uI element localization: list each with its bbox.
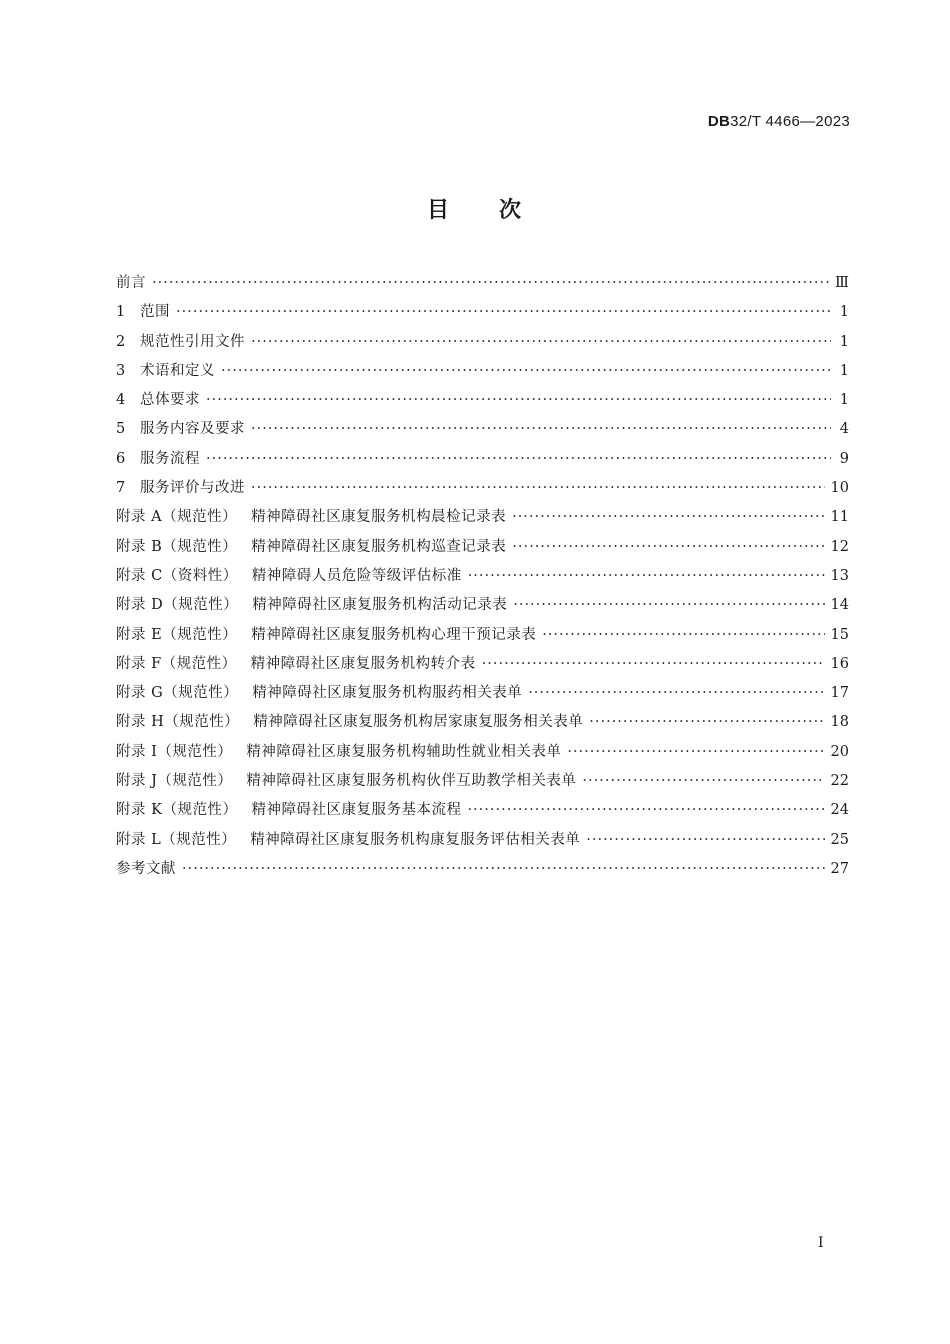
toc-leader-dots	[221, 357, 831, 386]
toc-appendix-title: 精神障碍社区康复服务机构伙伴互助教学相关表单	[246, 773, 577, 790]
toc-entry-page: 20	[830, 743, 849, 760]
toc-entry-section-4[interactable]	[116, 386, 849, 415]
page-title	[0, 193, 950, 224]
toc-section-title: 术语和定义	[140, 362, 215, 379]
toc-entry-page: 22	[830, 773, 849, 790]
toc-entry-label	[116, 386, 200, 415]
toc-entry-label	[116, 591, 507, 620]
toc-entry-label	[116, 621, 536, 650]
toc-entry-page: Ⅲ	[835, 275, 849, 291]
page-number: I	[818, 1235, 824, 1251]
toc-appendix-id: 附录 G（规范性）	[116, 685, 239, 702]
toc-entry-section-2[interactable]	[116, 328, 849, 357]
toc-leader-dots	[206, 445, 831, 474]
toc-section-number: 7	[116, 480, 126, 497]
toc-leader-dots	[589, 708, 824, 737]
toc-entry-page: 16	[830, 655, 849, 672]
toc-leader-dots	[182, 855, 825, 884]
title-char-1: 目	[426, 198, 451, 223]
toc-entry-label	[116, 767, 576, 796]
toc-entry-page: 27	[830, 860, 849, 877]
toc-leader-dots	[176, 298, 831, 327]
toc-entry-page: 9	[839, 450, 849, 467]
standard-code-number: 32/T 4466—2023	[730, 113, 850, 130]
toc-leader-dots	[251, 415, 831, 444]
toc-entry-page: 15	[830, 626, 849, 643]
toc-entry-appendix-a[interactable]	[116, 503, 849, 532]
toc-leader-dots	[512, 533, 824, 562]
toc-section-title: 规范性引用文件	[140, 333, 245, 350]
toc-entry-label	[116, 445, 200, 474]
toc-entry-label	[116, 533, 506, 562]
standard-code	[708, 113, 850, 130]
toc-section-number: 4	[116, 392, 126, 409]
toc-entry-appendix-c[interactable]	[116, 562, 849, 591]
toc-entry-label: 前言	[116, 275, 146, 291]
toc-appendix-id: 附录 D（规范性）	[116, 597, 239, 614]
toc-leader-dots	[513, 591, 824, 620]
toc-leader-dots	[206, 386, 831, 415]
toc-appendix-title: 精神障碍社区康复服务机构巡查记录表	[251, 538, 507, 555]
toc-leader-dots	[528, 679, 824, 708]
toc-entry-section-7[interactable]	[116, 474, 849, 503]
toc-appendix-id: 附录 H（规范性）	[116, 714, 240, 731]
toc-entry-references[interactable]	[116, 855, 849, 884]
toc-entry-appendix-i[interactable]	[116, 738, 849, 767]
toc-section-number: 1	[116, 304, 126, 321]
toc-appendix-id: 附录 E（规范性）	[116, 626, 238, 643]
toc-appendix-id: 附录 B（规范性）	[116, 538, 238, 555]
toc-appendix-id: 附录 A（规范性）	[116, 509, 238, 526]
toc-entry-page: 1	[839, 392, 849, 409]
toc-entry-label	[116, 738, 561, 767]
toc-entry-label	[116, 328, 245, 357]
toc-entry-label	[116, 298, 170, 327]
toc-leader-dots	[467, 796, 824, 825]
toc-section-title: 范围	[140, 304, 170, 321]
toc-entry-section-6[interactable]	[116, 445, 849, 474]
toc-leader-dots	[542, 621, 824, 650]
toc-leader-dots	[152, 269, 829, 298]
toc-entry-section-5[interactable]	[116, 415, 849, 444]
toc-entry-label: 参考文献	[116, 860, 176, 877]
toc-entry-appendix-k[interactable]	[116, 796, 849, 825]
toc-section-number: 2	[116, 333, 126, 350]
toc-appendix-title: 精神障碍社区康复服务机构晨检记录表	[251, 509, 507, 526]
toc-entry-foreword[interactable]	[116, 269, 849, 298]
toc-entry-appendix-g[interactable]	[116, 679, 849, 708]
toc-section-number: 6	[116, 450, 126, 467]
toc-section-title: 服务内容及要求	[140, 421, 245, 438]
toc-leader-dots	[512, 503, 824, 532]
toc-section-title: 服务流程	[140, 450, 200, 467]
toc-appendix-title: 精神障碍社区康复服务机构服药相关表单	[252, 685, 523, 702]
table-of-contents	[116, 269, 849, 884]
toc-entry-label	[116, 796, 461, 825]
toc-entry-section-3[interactable]	[116, 357, 849, 386]
toc-leader-dots	[251, 328, 831, 357]
toc-leader-dots	[251, 474, 825, 503]
toc-section-title: 总体要求	[140, 392, 200, 409]
toc-entry-page: 17	[830, 685, 849, 702]
toc-entry-page: 10	[830, 480, 849, 497]
toc-entry-page: 1	[839, 304, 849, 321]
toc-entry-appendix-h[interactable]	[116, 708, 849, 737]
toc-entry-appendix-l[interactable]	[116, 826, 849, 855]
toc-appendix-id: 附录 C（资料性）	[116, 567, 238, 584]
toc-leader-dots	[567, 738, 824, 767]
toc-section-title: 服务评价与改进	[140, 480, 245, 497]
toc-entry-page: 1	[839, 362, 849, 379]
toc-appendix-id: 附录 F（规范性）	[116, 655, 237, 672]
toc-entry-page: 13	[830, 567, 849, 584]
toc-entry-appendix-f[interactable]	[116, 650, 849, 679]
toc-leader-dots	[582, 767, 824, 796]
toc-entry-appendix-d[interactable]	[116, 591, 849, 620]
toc-leader-dots	[468, 562, 825, 591]
toc-entry-label	[116, 562, 462, 591]
toc-entry-appendix-j[interactable]	[116, 767, 849, 796]
toc-entry-appendix-e[interactable]	[116, 621, 849, 650]
toc-section-number: 5	[116, 421, 126, 438]
toc-appendix-id: 附录 K（规范性）	[116, 802, 238, 819]
toc-appendix-id: 附录 J（规范性）	[116, 773, 233, 790]
toc-entry-page: 18	[830, 714, 849, 731]
toc-entry-page: 14	[830, 597, 849, 614]
toc-appendix-id: 附录 I（规范性）	[116, 743, 233, 760]
toc-appendix-title: 精神障碍社区康复服务机构心理干预记录表	[251, 626, 537, 643]
toc-entry-label	[116, 415, 245, 444]
toc-appendix-title: 精神障碍社区康复服务机构居家康复服务相关表单	[253, 714, 584, 731]
toc-entry-label	[116, 679, 522, 708]
toc-entry-label	[116, 357, 215, 386]
toc-entry-label	[116, 650, 476, 679]
toc-entry-label	[116, 708, 583, 737]
toc-section-number: 3	[116, 362, 126, 379]
standard-code-prefix: DB	[707, 113, 731, 130]
toc-entry-appendix-b[interactable]	[116, 533, 849, 562]
toc-appendix-title: 精神障碍人员危险等级评估标准	[251, 567, 462, 584]
title-char-2: 次	[499, 198, 524, 223]
toc-appendix-title: 精神障碍社区康复服务机构康复服务评估相关表单	[250, 831, 581, 848]
toc-leader-dots	[482, 650, 825, 679]
toc-entry-label	[116, 474, 245, 503]
toc-appendix-title: 精神障碍社区康复服务机构活动记录表	[252, 597, 508, 614]
toc-appendix-title: 精神障碍社区康复服务基本流程	[251, 802, 462, 819]
toc-entry-page: 1	[839, 333, 849, 350]
toc-entry-label	[116, 826, 580, 855]
toc-entry-page: 4	[839, 421, 849, 438]
toc-entry-section-1[interactable]	[116, 298, 849, 327]
toc-appendix-title: 精神障碍社区康复服务机构转介表	[250, 655, 476, 672]
toc-entry-page: 12	[830, 538, 849, 555]
toc-leader-dots	[586, 826, 824, 855]
toc-entry-page: 25	[830, 831, 849, 848]
toc-appendix-title: 精神障碍社区康复服务机构辅助性就业相关表单	[246, 743, 562, 760]
toc-entry-page: 11	[830, 509, 849, 526]
toc-entry-page: 24	[830, 802, 849, 819]
toc-entry-label	[116, 503, 506, 532]
toc-appendix-id: 附录 L（规范性）	[116, 831, 237, 848]
